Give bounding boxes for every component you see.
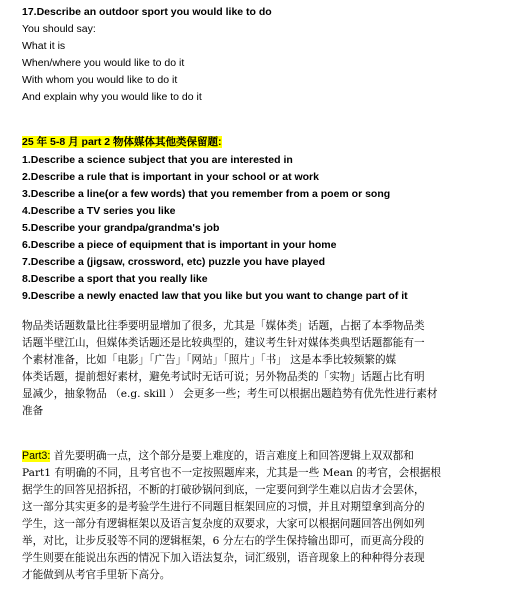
topic-item: 9.Describe a newly enacted law that you like but you want to change part of it: [22, 290, 408, 302]
part3-line: 这一部分其实更多的是考验学生进行不同题目框架回应的习惯，并且对期望拿到高分的: [22, 501, 425, 513]
part3-paragraph: [22, 448, 474, 584]
part3-line: 举，对比，让步反驳等不同的逻辑框架，6 分左右的学生保持输出即可，而更高分段的: [22, 535, 425, 547]
section-heading: [22, 135, 222, 149]
cue-card-point: What it is: [22, 40, 66, 52]
analysis-line: 个素材准备，比如「电影」「广告」「网站」「照片」「书」 这是本季比较频繁的媒: [22, 354, 397, 366]
topic-item: 5.Describe your grandpa/grandma's job: [22, 222, 220, 234]
part3-line: Part1 有明确的不同，且考官也不一定按照题库来，尤其是一些 Mean 的考官，会根据根: [22, 467, 441, 479]
part3-line: [22, 448, 474, 465]
cue-card-point: When/where you would like to do it: [22, 57, 185, 69]
cue-card-title: 17.Describe an outdoor sport you would like to do: [22, 6, 272, 18]
analysis-line: 话题半壁江山，但媒体类话题还是比较典型的，建议考生针对媒体类典型话题都能有一: [22, 337, 425, 349]
cue-card-intro: You should say:: [22, 23, 96, 35]
cue-card-point: And explain why you would like to do it: [22, 91, 202, 103]
analysis-line: 显减少，抽象物品 （e.g. skill ） 会更多一些；考生可以根据出题趋势有优先性进行素材: [22, 388, 438, 400]
part3-line: 才能做到从考官手里斩下高分。: [22, 569, 171, 581]
topic-item: 1.Describe a science subject that you are interested in: [22, 154, 293, 166]
part3-line: 学生则要在能说出东西的情况下加入语法复杂，词汇级别，语音现象上的种种得分表现: [22, 552, 425, 564]
section-heading-text: 25 年 5-8 月 part 2 物体媒体其他类保留题:: [22, 136, 222, 148]
part3-line-text: 首先要明确一点，这个部分是要上难度的，语言难度上和回答逻辑上双双都和: [53, 450, 414, 462]
part3-line: 据学生的回答见招拆招，不断的打破砂锅问到底，一定要问到学生难以启齿才会罢休，: [22, 484, 425, 496]
topic-item: 7.Describe a (jigsaw, crossword, etc) puzzle you have played: [22, 256, 326, 268]
analysis-line: 体类话题，提前想好素材，避免考试时无话可说；另外物品类的「实物」话题占比有明: [22, 371, 425, 383]
topic-item: 8.Describe a sport that you really like: [22, 273, 208, 285]
analysis-line: 物品类话题数量比往季要明显增加了很多，尤其是「媒体类」话题，占据了本季物品类: [22, 320, 425, 332]
topic-item: 2.Describe a rule that is important in your school or at work: [22, 171, 319, 183]
analysis-paragraph: [22, 318, 474, 420]
topic-item: 6.Describe a piece of equipment that is important in your home: [22, 239, 337, 251]
part3-line: 学生，这一部分有逻辑框架以及语言复杂度的双要求，大家可以根据问题回答出例如列: [22, 518, 425, 530]
analysis-line: 准备: [22, 405, 44, 417]
cue-card-point: With whom you would like to do it: [22, 74, 178, 86]
topic-item: 3.Describe a line(or a few words) that you remember from a poem or song: [22, 188, 391, 200]
topic-item: 4.Describe a TV series you like: [22, 205, 176, 217]
part3-label: Part3:: [22, 450, 51, 462]
